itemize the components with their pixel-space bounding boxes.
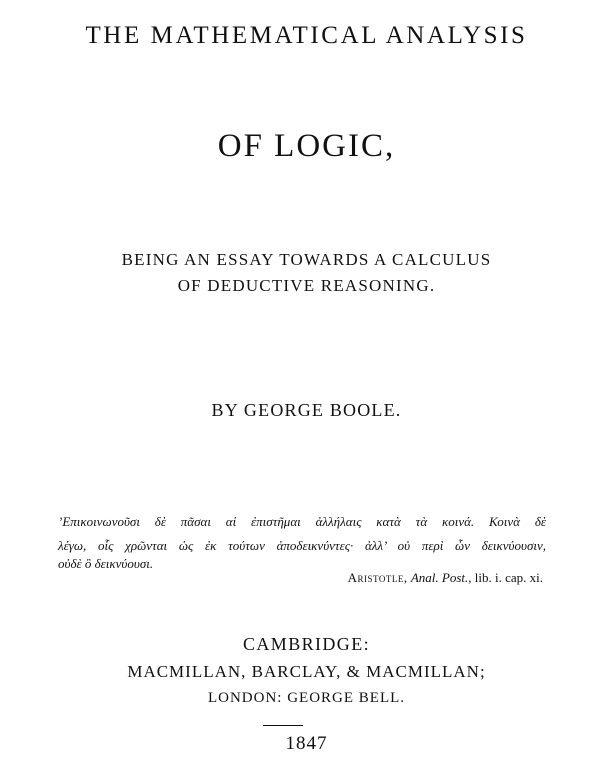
epigraph-line-3: οὐδὲ ὃ δεικνύουσι. (58, 556, 154, 571)
epigraph-attribution (348, 570, 543, 586)
main-title: THE MATHEMATICAL ANALYSIS (85, 22, 528, 49)
subtitle-line-2: OF DEDUCTIVE REASONING. (177, 276, 436, 295)
publication-year: 1847 (285, 733, 328, 754)
epigraph-line-2: λέγω, οἷς χρῶνται ὡς ἐκ τούτων ἀποδεικνύντες· ἀλλ’ οὐ περὶ ὧν δεικνύουσιν, (58, 538, 546, 553)
author-line: BY GEORGE BOOLE. (211, 400, 402, 420)
subject-title: OF LOGIC, (217, 128, 396, 164)
attribution-author: Aristotle, (347, 570, 408, 585)
imprint-london: LONDON: GEORGE BELL. (207, 690, 406, 706)
epigraph-line-1: ’Επικοινωνοῦσι δὲ πᾶσαι αἱ ἐπιστῆμαι ἀλλήλαις κατὰ τὰ κοινά. Κοινὰ δὲ (58, 514, 546, 529)
subtitle-line-1: BEING AN ESSAY TOWARDS A CALCULUS (121, 250, 492, 269)
divider-rule (263, 725, 303, 726)
imprint-publisher: MACMILLAN, BARCLAY, & MACMILLAN; (127, 662, 486, 681)
imprint-place: CAMBRIDGE: (242, 634, 370, 654)
attribution-work: Anal. Post., (410, 570, 472, 585)
attribution-reference: lib. i. cap. xi. (474, 570, 543, 585)
